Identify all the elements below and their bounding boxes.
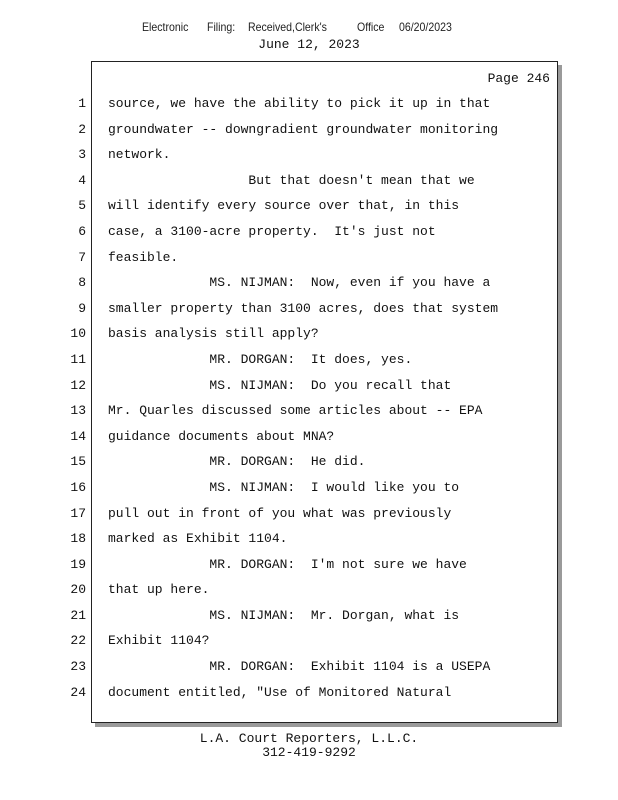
transcript-line: that up here. (108, 582, 210, 598)
filing-word-office: Office (357, 20, 385, 34)
transcript-line: guidance documents about MNA? (108, 428, 335, 444)
line-number: 16 (70, 479, 86, 495)
line-number: 4 (78, 172, 86, 188)
filing-word-electronic: Electronic (142, 20, 189, 34)
court-reporter-phone: 312-419-9292 (262, 745, 356, 760)
transcript-line: marked as Exhibit 1104. (108, 531, 288, 547)
transcript-line: smaller property than 3100 acres, does that system (108, 300, 499, 316)
transcript-line: Exhibit 1104? (108, 633, 210, 649)
transcript-lines (108, 94, 553, 708)
line-number: 10 (70, 326, 86, 342)
transcript-line: basis analysis still apply? (108, 326, 319, 342)
line-number: 15 (70, 454, 86, 470)
line-number: 22 (70, 633, 86, 649)
line-number: 6 (78, 223, 86, 239)
transcript-line: network. (108, 147, 171, 163)
line-number: 17 (70, 505, 86, 521)
page-number: Page 246 (487, 71, 550, 86)
transcript-line: will identify every source over that, in this (108, 198, 460, 214)
transcript-line: source, we have the ability to pick it up in that (108, 96, 491, 111)
line-number: 24 (70, 684, 86, 700)
line-number-column (60, 94, 86, 708)
transcript-line: document entitled, "Use of Monitored Natural (108, 684, 452, 700)
line-number: 19 (70, 556, 86, 572)
court-reporter-name: L.A. Court Reporters, L.L.C. (199, 731, 419, 746)
footer (0, 732, 618, 760)
line-number: 1 (78, 96, 86, 111)
line-number: 3 (78, 147, 86, 163)
line-number: 21 (70, 607, 86, 623)
transcript-line: MR. DORGAN: It does, yes. (108, 351, 413, 367)
transcript-line: case, a 3100-acre property. It's just not (108, 223, 436, 239)
transcript-date: June 12, 2023 (258, 37, 360, 52)
transcript-line: MS. NIJMAN: Mr. Dorgan, what is (108, 607, 460, 623)
line-number: 8 (78, 275, 86, 291)
transcript-line: MS. NIJMAN: Do you recall that (108, 377, 452, 393)
transcript-line: MS. NIJMAN: I would like you to (108, 479, 460, 495)
line-number: 12 (70, 377, 86, 393)
transcript-line: groundwater -- downgradient groundwater monitoring (108, 121, 499, 137)
line-number: 14 (70, 428, 86, 444)
filing-word-received: Received,Clerk's (248, 20, 327, 34)
line-number: 2 (78, 121, 86, 137)
line-number: 18 (70, 531, 86, 547)
filing-word-filing: Filing: (207, 20, 236, 34)
line-number: 23 (70, 659, 86, 675)
line-number: 11 (70, 351, 86, 367)
line-number: 9 (78, 300, 86, 316)
transcript-page (91, 61, 558, 723)
filing-date: 06/20/2023 (399, 20, 452, 34)
transcript-line: pull out in front of you what was previously (108, 505, 452, 521)
transcript-line: Mr. Quarles discussed some articles about -- EPA (108, 403, 483, 419)
transcript-line: MR. DORGAN: I'm not sure we have (108, 556, 467, 572)
transcript-line: MR. DORGAN: Exhibit 1104 is a USEPA (108, 659, 491, 675)
transcript-line: But that doesn't mean that we (108, 172, 475, 188)
transcript-line: MS. NIJMAN: Now, even if you have a (108, 275, 491, 291)
transcript-line: MR. DORGAN: He did. (108, 454, 366, 470)
line-number: 5 (78, 198, 86, 214)
transcript-line: feasible. (108, 249, 179, 265)
line-number: 13 (70, 403, 86, 419)
filing-stamp (0, 20, 618, 36)
line-number: 7 (78, 249, 86, 265)
line-number: 20 (70, 582, 86, 598)
